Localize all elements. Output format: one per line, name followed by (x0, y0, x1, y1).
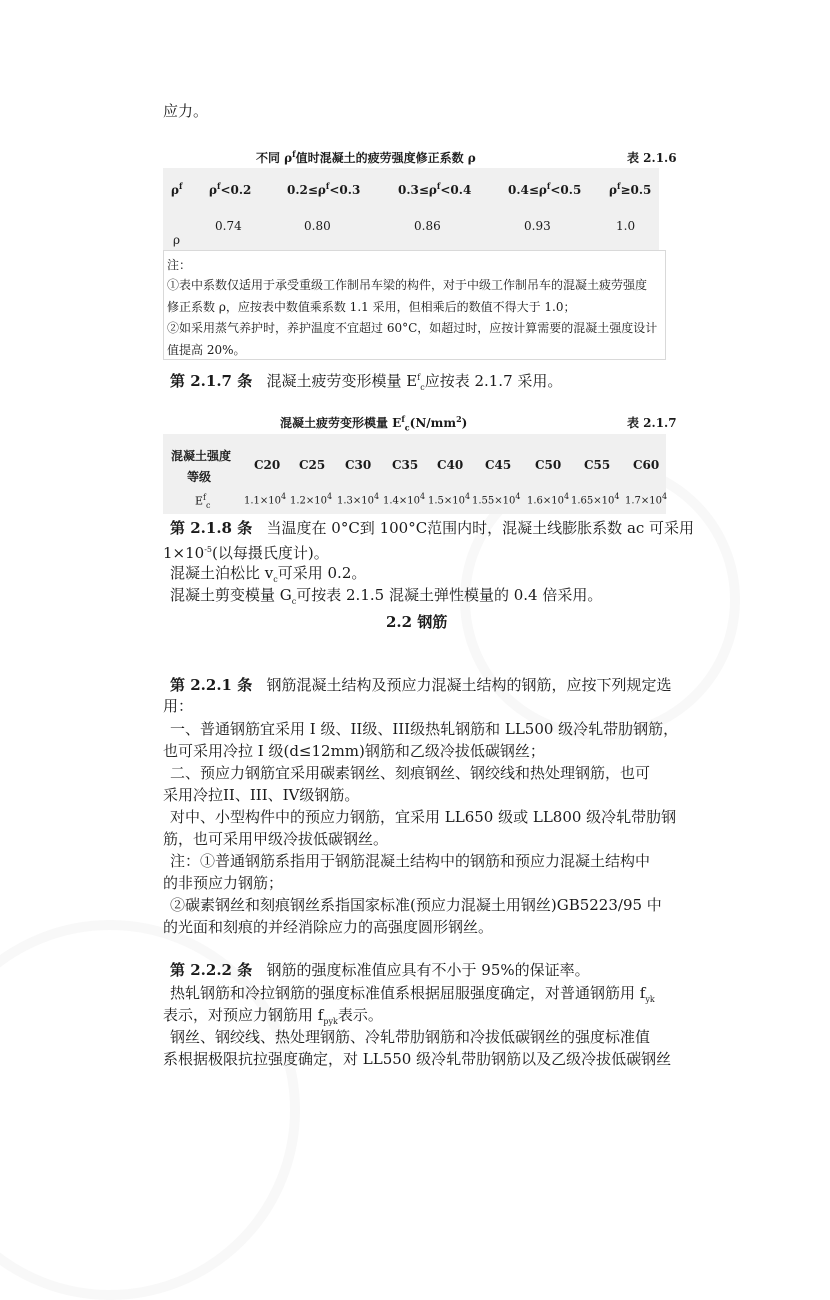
text-line: 二、预应力钢筋宜采用碳素钢丝、刻痕钢丝、钢绞线和热处理钢筋，也可 (170, 764, 651, 782)
table-number: 表 2.1.7 (627, 416, 677, 430)
data-cell: 0.80 (304, 219, 331, 233)
text-line: 用： (163, 697, 194, 715)
note-line: ①表中系数仅适用于承受重级工作制吊车梁的构件，对于中级工作制吊车的混凝土疲劳强度 (167, 278, 648, 292)
modulus-cell: $1.1\times 10^4$ (244, 492, 287, 507)
clause-heading: 第 2.1.7 条 (170, 372, 253, 390)
grade-cell: C50 (535, 458, 562, 472)
header-cell: $\rho^f\ge 0.5$ (609, 181, 652, 197)
modulus-cell: $1.4\times 10^4$ (383, 492, 426, 507)
table-notes (163, 250, 666, 360)
caption-text: 不同 ρ (256, 151, 293, 165)
text-line: 表示，对预应力钢筋用 $f_{pyk}$表示。 (163, 1006, 383, 1026)
clause-2-1-8: 第 2.1.8 条 当温度在 0°C到 100°C范围内时，混凝土线膨胀系数 ac 可采用 (170, 519, 695, 537)
text-line: ②碳素钢丝和刻痕钢丝系指国家标准(预应力混凝土用钢丝)GB5223/95 中 (170, 896, 662, 914)
clause-2-2-2: 第 2.2.2 条 钢筋的强度标准值应具有不小于 95%的保证率。 (170, 961, 590, 979)
grade-cell: C35 (392, 458, 419, 472)
grade-cell: C55 (584, 458, 611, 472)
header-cell: $\rho^f$ (171, 181, 183, 197)
text-line: 采用冷拉II、III、IV级钢筋。 (163, 786, 360, 804)
grade-cell: C40 (437, 458, 464, 472)
row-label: $E^f_c$ (195, 493, 211, 510)
clause-heading: 第 2.1.8 条 (170, 519, 253, 537)
header-cell: $0.4\le\rho^f<0.5$ (508, 181, 582, 197)
grade-cell: C60 (633, 458, 660, 472)
modulus-cell: $1.55\times 10^4$ (472, 492, 521, 507)
section-heading: 2.2 钢筋 (386, 613, 448, 631)
header-cell: $\rho^f<0.2$ (209, 181, 252, 197)
text-line: $1\times 10^{-5}$(以每摄氏度计)。 (163, 544, 329, 562)
modulus-cell: $1.2\times 10^4$ (290, 492, 333, 507)
text-line: 一、普通钢筋宜采用 I 级、II级、III级热轧钢筋和 LL500 级冷轧带肋钢筋， (170, 720, 679, 738)
grade-cell: C25 (299, 458, 326, 472)
row-label: ρ (173, 233, 181, 247)
header-cell: $0.3\le\rho^f<0.4$ (398, 181, 472, 197)
note-line: 注： (167, 258, 192, 272)
clause-2-2-1: 第 2.2.1 条 钢筋混凝土结构及预应力混凝土结构的钢筋，应按下列规定选 (170, 676, 672, 694)
text-line: 筋，也可采用甲级冷拔低碳钢丝。 (163, 830, 389, 848)
note-line: 值提高 20%。 (167, 343, 246, 357)
note-line: ②如采用蒸气养护时，养护温度不宜超过 60°C，如超过时，应按计算需要的混凝土强度设计 (167, 321, 658, 335)
header-cell: $0.2\le\rho^f<0.3$ (287, 181, 361, 197)
modulus-cell: $1.7\times 10^4$ (625, 492, 668, 507)
note-line: 修正系数 ρ，应按表中数值乘系数 1.1 采用，但相乘后的数值不得大于 1.0； (167, 300, 576, 314)
header-cell: 混凝土强度 (171, 449, 232, 463)
modulus-cell: $1.65\times 10^4$ (571, 492, 620, 507)
text-line: 系根据极限抗拉强度确定，对 LL550 级冷轧带肋钢筋以及乙级冷拔低碳钢丝 (163, 1050, 672, 1068)
text-line: 的非预应力钢筋； (163, 874, 284, 892)
table-number: 表 2.1.6 (627, 151, 677, 165)
text-line: 对中、小型构件中的预应力钢筋，宜采用 LL650 级或 LL800 级冷轧带肋钢 (170, 808, 677, 826)
modulus-cell: $1.5\times 10^4$ (428, 492, 471, 507)
table-caption: 不同 $\rho^f$值时混凝土的疲劳强度修正系数 ρ (256, 149, 476, 165)
grade-cell: C30 (345, 458, 372, 472)
data-cell: 1.0 (616, 219, 636, 233)
grade-cell: C20 (254, 458, 281, 472)
data-cell: 0.86 (414, 219, 441, 233)
text-line: 混凝土泊松比 $v_c$可采用 0.2。 (170, 564, 367, 584)
text-line: 热轧钢筋和冷拉钢筋的强度标准值系根据屈服强度确定，对普通钢筋用 $f_{yk}$ (170, 984, 655, 1004)
text-line: 应力。 (163, 102, 209, 120)
clause-heading: 第 2.2.1 条 (170, 676, 253, 694)
header-cell: 等级 (187, 470, 212, 484)
text-line: 的光面和刻痕的并经消除应力的高强度圆形钢丝。 (163, 918, 494, 936)
modulus-cell: $1.3\times 10^4$ (337, 492, 380, 507)
text-line: 混凝土剪变模量 $G_c$可按表 2.1.5 混凝土弹性模量的 0.4 倍采用。 (170, 586, 603, 606)
data-cell: 0.93 (524, 219, 551, 233)
grade-cell: C45 (485, 458, 512, 472)
text-line: 注：①普通钢筋系指用于钢筋混凝土结构中的钢筋和预应力混凝土结构中 (170, 852, 651, 870)
caption-text-tail: 值时混凝土的疲劳强度修正系数 ρ (295, 151, 476, 165)
modulus-cell: $1.6\times 10^4$ (527, 492, 570, 507)
fatigue-coefficient-table (163, 168, 659, 250)
table-caption: 混凝土疲劳变形模量 $E^f_c(N/mm^2)$ (280, 414, 468, 433)
fatigue-modulus-table (163, 434, 666, 514)
text-line: 钢丝、钢绞线、热处理钢筋、冷轧带肋钢筋和冷拔低碳钢丝的强度标准值 (170, 1028, 651, 1046)
clause-2-1-7: 第 2.1.7 条 混凝土疲劳变形模量 $E^f_c$应按表 2.1.7 采用。 (170, 372, 563, 392)
clause-heading: 第 2.2.2 条 (170, 961, 253, 979)
text-line: 也可采用冷拉 I 级(d≤12mm)钢筋和乙级冷拔低碳钢丝； (163, 742, 545, 760)
data-cell: 0.74 (215, 219, 242, 233)
